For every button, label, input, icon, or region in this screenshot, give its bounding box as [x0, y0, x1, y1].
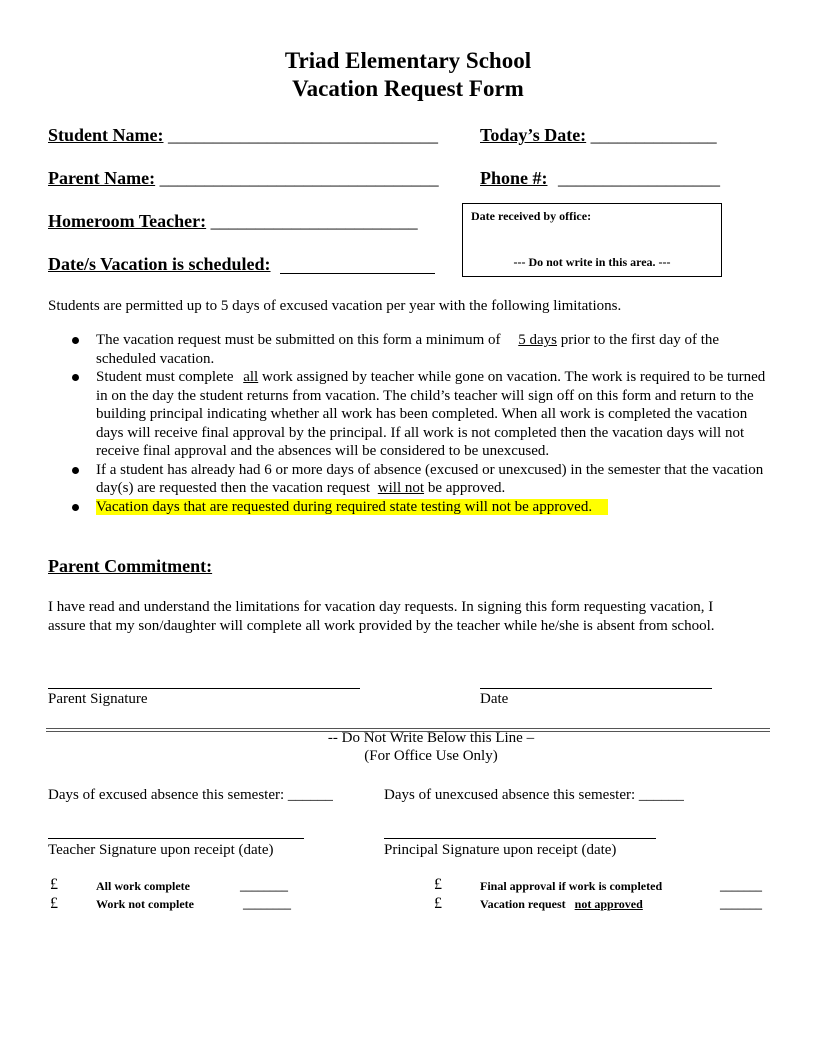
list-item-emphasis: 5 days [518, 332, 558, 348]
not-complete-checkbox-icon[interactable]: £ [50, 895, 58, 912]
todays-date-label: Today’s Date: [480, 125, 587, 145]
list-item-text: prior to the first day of the scheduled vacation. [96, 332, 720, 367]
list-item-text: work assigned by teacher while gone on vacation. The work is required to be turned in on the day the student returns from vacation. The child’s teacher will sign off on this form and return to the building principal indicating whether all work has been completed. When all work is completed the vacation days will receive final approval by the principal. If all work is not completed then the vacation days will not receive final approval and the absences will be considered to be unexcused. [96, 369, 766, 459]
not-approved-text: not approved [574, 897, 643, 911]
todays-date-field[interactable] [480, 125, 717, 146]
office-do-not-write: --- Do not write in this area. --- [513, 255, 671, 269]
homeroom-teacher-field[interactable] [48, 211, 418, 232]
unexcused-absence-field[interactable]: Days of unexcused absence this semester: ______ [384, 787, 684, 803]
vacation-dates-label: Date/s Vacation is scheduled: [48, 254, 271, 274]
not-complete-blank[interactable]: ________ [243, 897, 291, 911]
limitations-list [48, 331, 768, 516]
office-received-label: Date received by office: [471, 209, 592, 223]
office-use-only: (For Office Use Only) [364, 748, 498, 764]
teacher-signature-line[interactable] [48, 838, 304, 839]
list-item [48, 498, 768, 517]
homeroom-teacher-blank[interactable]: _______________________ [210, 211, 418, 231]
list-item-text: If a student has already had 6 or more days of absence (excused or unexcused) in the semester that the vacation day(s) are requested then the vacation request [96, 461, 764, 496]
parent-signature-line[interactable] [48, 688, 360, 689]
parent-commitment-heading: Parent Commitment: [48, 556, 213, 576]
list-item [48, 331, 768, 368]
list-item [48, 461, 768, 498]
principal-signature-label: Principal Signature upon receipt (date) [384, 842, 617, 858]
list-item-emphasis: will not [377, 480, 425, 496]
principal-signature-line[interactable] [384, 838, 656, 839]
form-title: Vacation Request Form [292, 76, 524, 101]
list-item-emphasis: all [243, 369, 259, 385]
school-name: Triad Elementary School [284, 48, 532, 73]
all-work-blank[interactable]: ________ [240, 879, 288, 893]
not-approved-blank[interactable]: _______ [720, 897, 762, 911]
list-item [48, 368, 768, 461]
highlighted-item-text: Vacation days that are requested during required state testing will not be approved. [96, 499, 608, 515]
bullet-icon [72, 504, 79, 511]
excused-absence-field[interactable]: Days of excused absence this semester: ______ [48, 787, 333, 803]
student-name-field[interactable] [48, 125, 438, 146]
list-item-text: The vacation request must be submitted on this form a minimum of [96, 332, 505, 348]
vacation-request-label [480, 897, 643, 912]
vacation-dates-line[interactable] [280, 273, 435, 274]
do-not-write-line: -- Do Not Write Below this Line – [327, 730, 535, 746]
final-approval-blank[interactable]: _______ [720, 879, 762, 893]
parent-name-blank[interactable]: _______________________________ [159, 168, 439, 188]
homeroom-teacher-label: Homeroom Teacher: [48, 211, 207, 231]
todays-date-blank[interactable]: ______________ [590, 125, 717, 145]
final-approval-label: Final approval if work is completed [480, 879, 663, 893]
student-name-blank[interactable]: ______________________________ [168, 125, 438, 145]
date-signature-line[interactable] [480, 688, 712, 689]
not-approved-checkbox-icon[interactable]: £ [434, 895, 442, 912]
vacation-dates-field[interactable] [48, 254, 271, 275]
parent-name-label: Parent Name: [48, 168, 156, 188]
bullet-icon [72, 467, 79, 474]
list-item-text: Student must complete [96, 369, 238, 385]
teacher-signature-label: Teacher Signature upon receipt (date) [48, 842, 274, 858]
final-approval-checkbox-icon[interactable]: £ [434, 876, 442, 893]
all-work-checkbox-icon[interactable]: £ [50, 876, 58, 893]
bullet-icon [72, 337, 79, 344]
work-not-complete-label: Work not complete [96, 897, 194, 911]
date-label: Date [480, 691, 509, 707]
commitment-text: I have read and understand the limitations for vacation day requests. In signing this form requesting vacation, I assure that my son/daughter will complete all work provided by the teacher while he/she is absent from school. [48, 599, 715, 634]
vacation-request-text: Vacation request [480, 897, 566, 911]
student-name-label: Student Name: [48, 125, 164, 145]
office-received-box [462, 203, 722, 277]
bullet-icon [72, 374, 79, 381]
intro-text: Students are permitted up to 5 days of excused vacation per year with the following limitations. [48, 298, 622, 314]
parent-name-field[interactable] [48, 168, 439, 189]
list-item-text: be approved. [424, 480, 506, 496]
phone-label: Phone #: [480, 168, 548, 188]
parent-signature-label: Parent Signature [48, 691, 148, 707]
all-work-complete-label: All work complete [96, 879, 190, 893]
phone-blank[interactable]: __________________ [558, 168, 720, 188]
phone-field[interactable] [480, 168, 720, 189]
